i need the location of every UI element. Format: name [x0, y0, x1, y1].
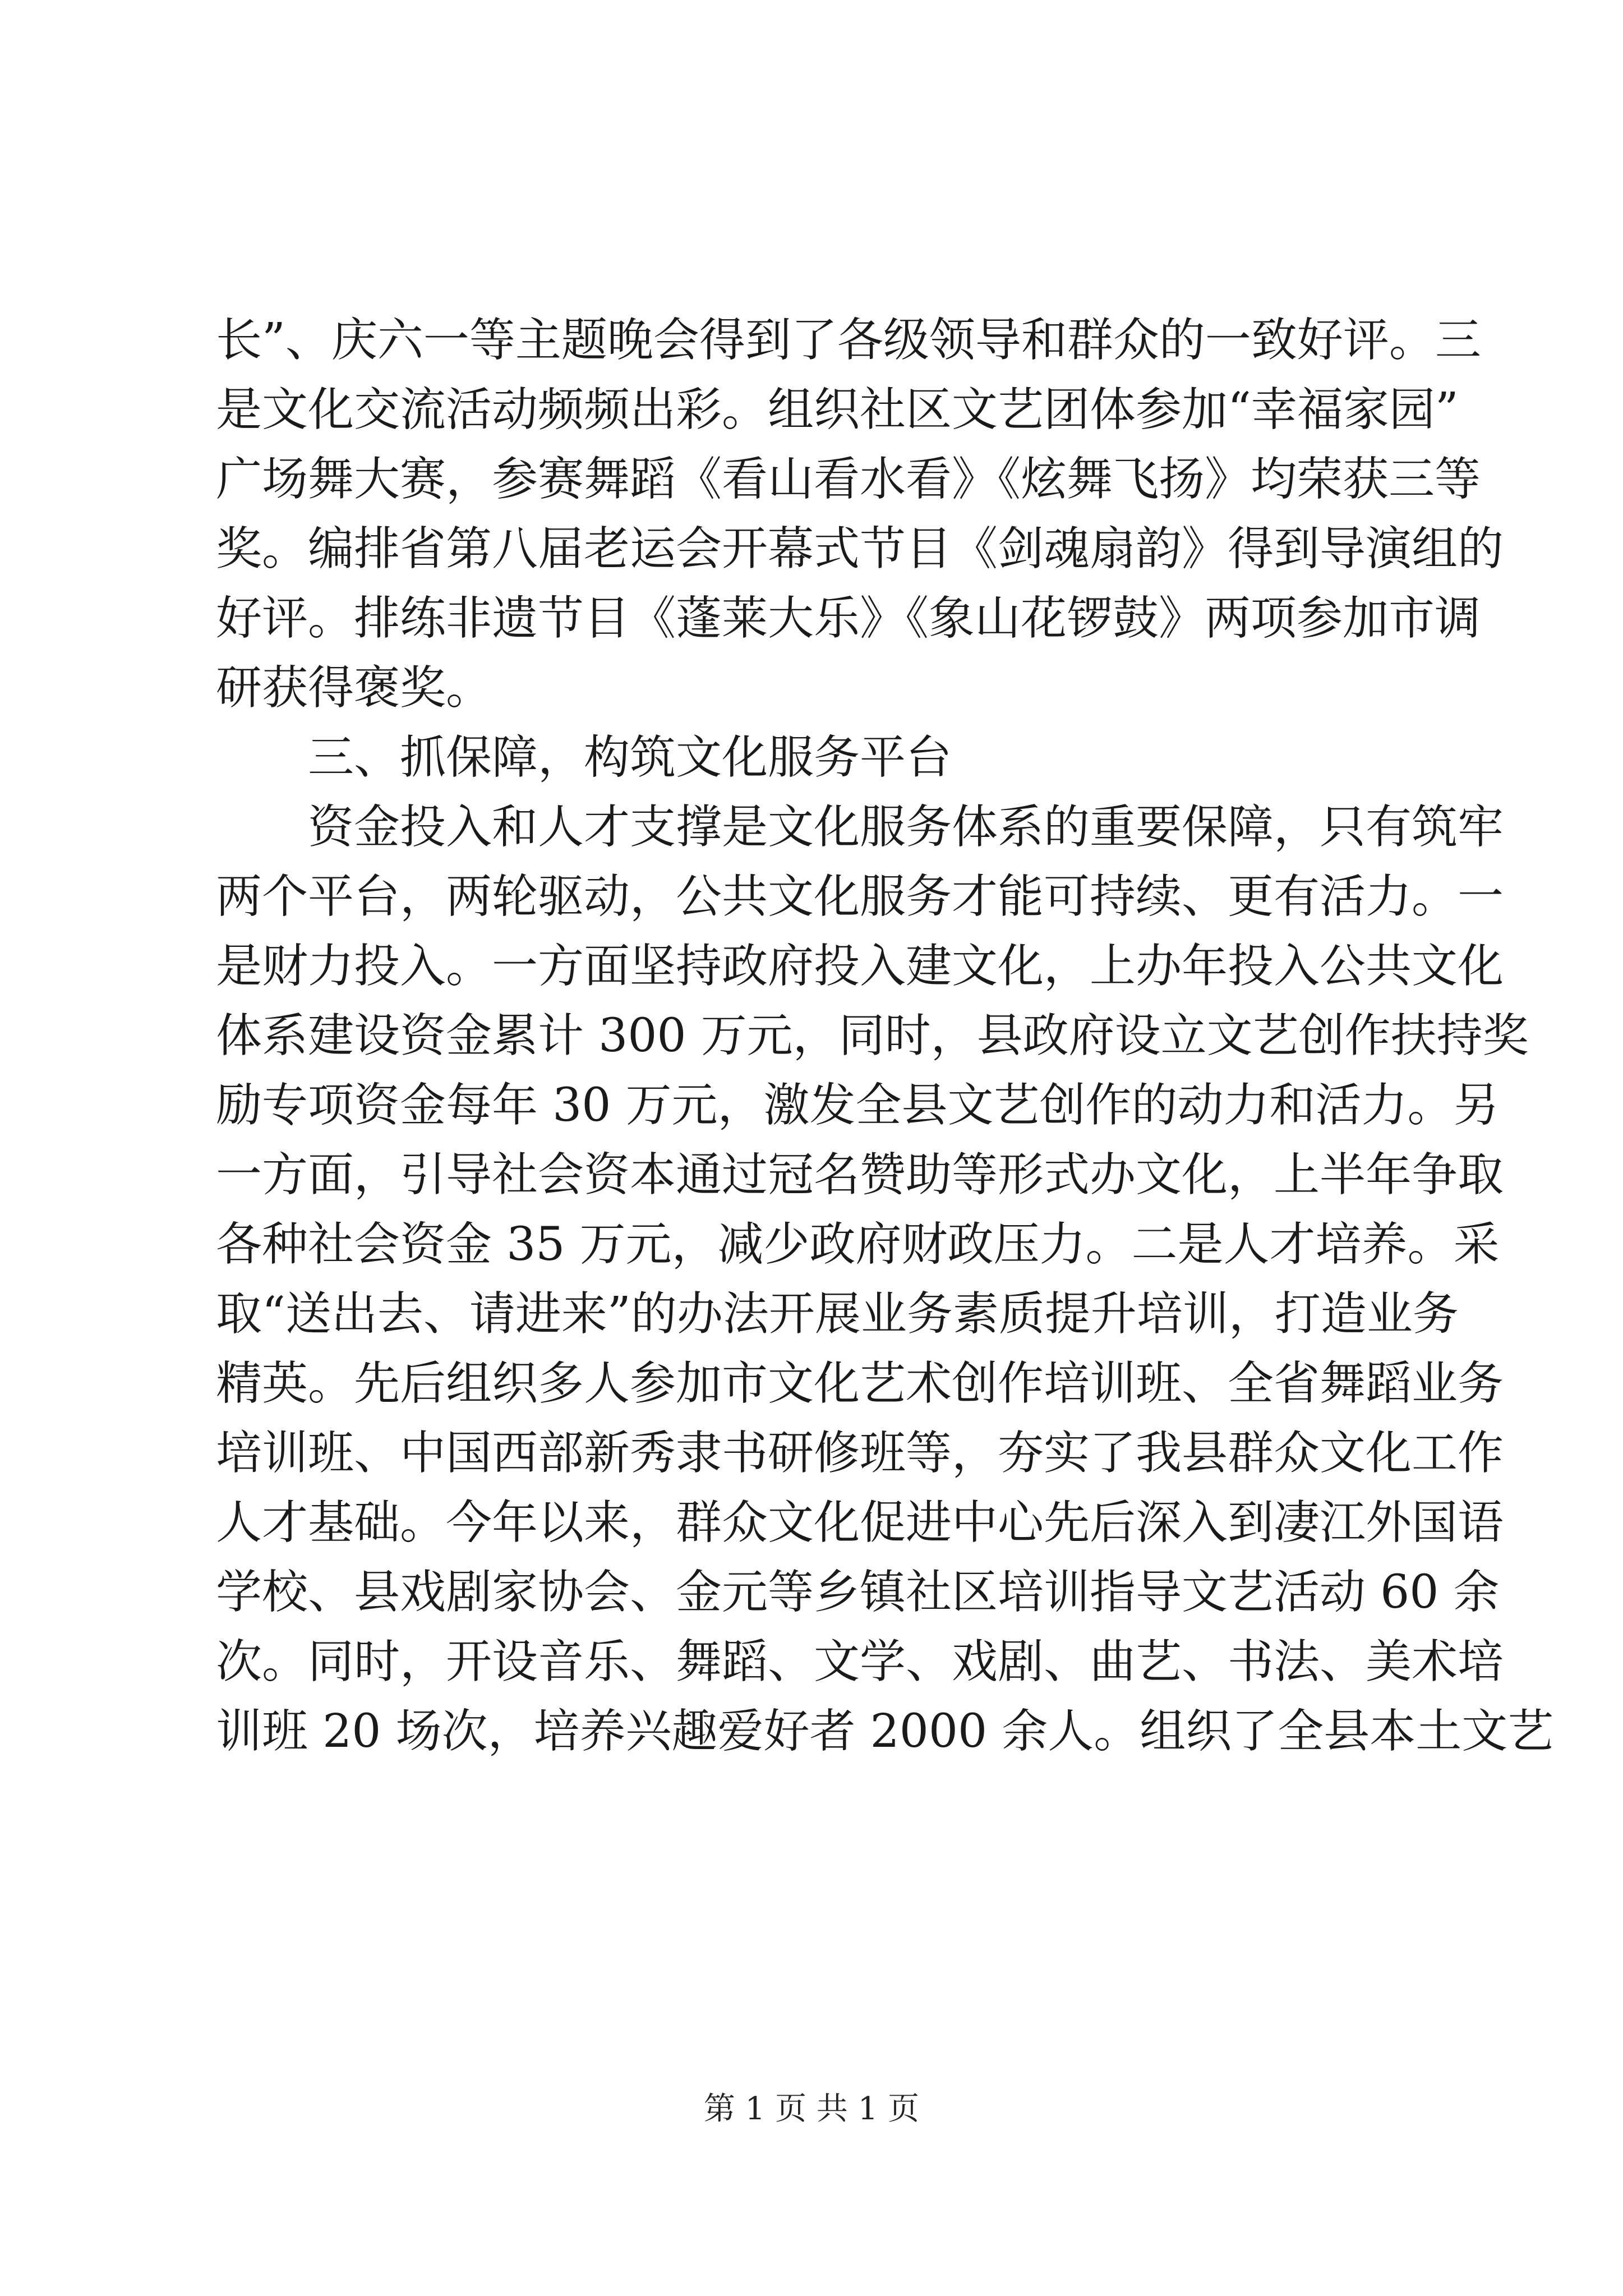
text-line: 取“送出去、请进来”的办法开展业务素质提升培训，打造业务	[216, 1287, 1459, 1341]
page-footer: 第 1 页 共 1 页	[703, 2091, 920, 2127]
text-line: 体系建设资金累计 300 万元，同时，县政府设立文艺创作扶持奖	[216, 1009, 1529, 1062]
text-line: 研获得褒奖。	[216, 661, 492, 715]
text-line: 广场舞大赛，参赛舞蹈《看山看水看》《炫舞飞扬》均荣获三等	[216, 453, 1481, 506]
text-line: 好评。排练非遗节目《蓬莱大乐》《象山花锣鼓》两项参加市调	[216, 592, 1481, 645]
text-line: 人才基础。今年以来，群众文化促进中心先后深入到凄江外国语	[216, 1496, 1504, 1549]
text-line: 精英。先后组织多人参加市文化艺术创作培训班、全省舞蹈业务	[216, 1357, 1504, 1410]
text-line: 资金投入和人才支撑是文化服务体系的重要保障，只有筑牢	[216, 800, 1504, 854]
text-line: 训班 20 场次，培养兴趣爱好者 2000 余人。组织了全县本土文艺	[216, 1705, 1554, 1758]
text-line: 学校、县戏剧家协会、金元等乡镇社区培训指导文艺活动 60 余	[216, 1566, 1500, 1619]
text-line: 一方面，引导社会资本通过冠名赞助等形式办文化，上半年争取	[216, 1148, 1504, 1202]
text-line: 励专项资金每年 30 万元，激发全县文艺创作的动力和活力。另	[216, 1079, 1500, 1132]
section-heading: 三、抓保障，构筑文化服务平台	[216, 731, 952, 784]
text-line: 两个平台，两轮驱动，公共文化服务才能可持续、更有活力。一	[216, 870, 1504, 923]
text-line: 培训班、中国西部新秀隶书研修班等，夯实了我县群众文化工作	[216, 1427, 1504, 1480]
text-line: 奖。编排省第八届老运会开幕式节目《剑魂扇韵》得到导演组的	[216, 522, 1504, 576]
text-line: 是财力投入。一方面坚持政府投入建文化，上办年投入公共文化	[216, 940, 1504, 993]
text-line: 长”、庆六一等主题晚会得到了各级领导和群众的一致好评。三	[216, 314, 1481, 367]
body-text	[216, 306, 1554, 1766]
text-line: 是文化交流活动频频出彩。组织社区文艺团体参加“幸福家园”	[216, 383, 1459, 436]
text-line: 各种社会资金 35 万元，减少政府财政压力。二是人才培养。采	[216, 1218, 1500, 1271]
text-line: 次。同时，开设音乐、舞蹈、文学、戏剧、曲艺、书法、美术培	[216, 1635, 1504, 1688]
